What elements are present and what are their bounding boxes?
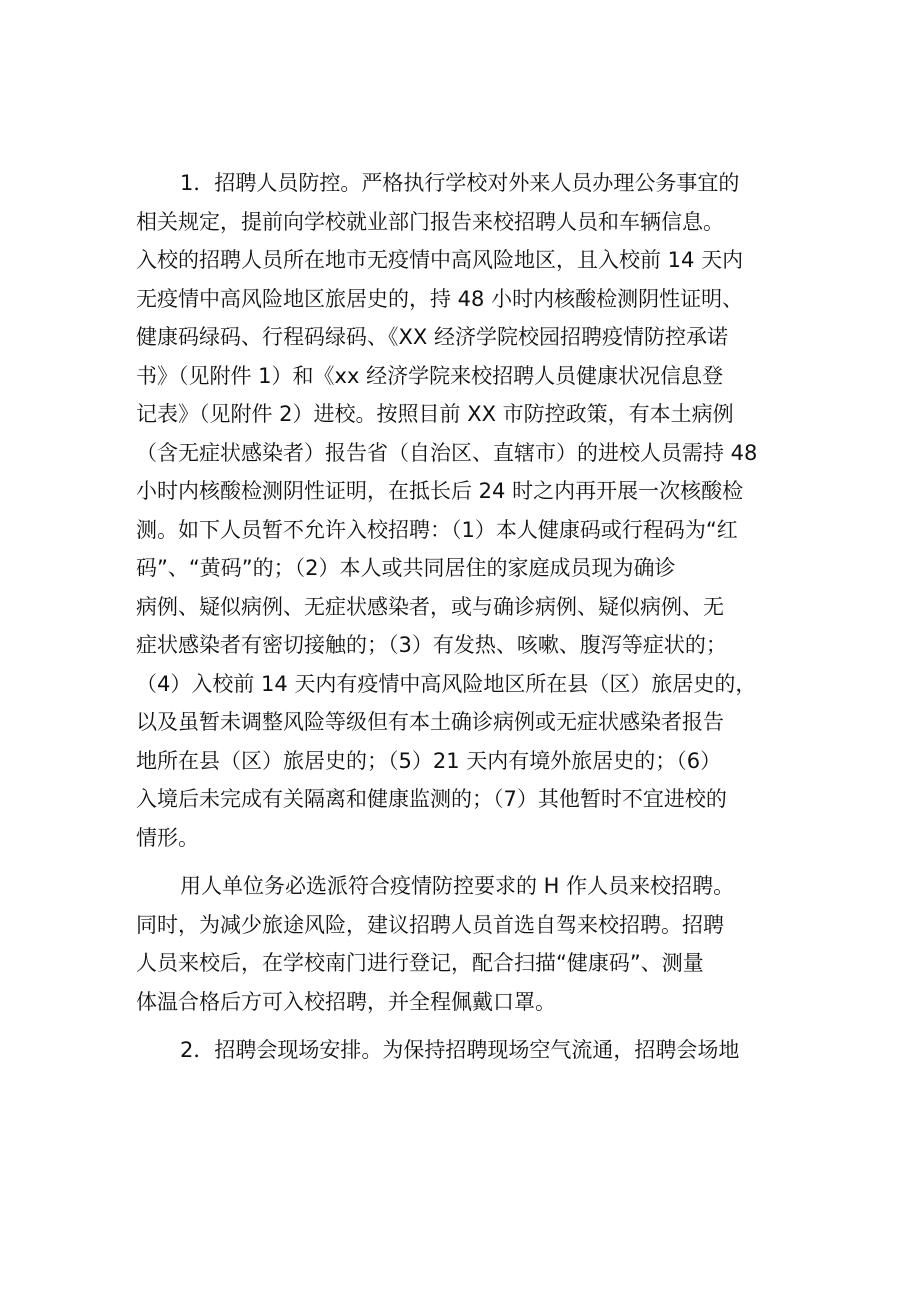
text-line: （含无症状感染者）报告省（自治区、直辖市）的进校人员需持 48: [136, 440, 758, 465]
text-line: 用人单位务必选派符合疫情防控要求的 H 作人员来校招聘。: [180, 874, 735, 898]
document-body: [136, 164, 816, 1070]
paragraph-gap: [136, 1021, 816, 1031]
text-line: 健康码绿码、行程码绿码、《XX 经济学院校园招聘疫情防控承诺: [136, 325, 728, 349]
text-line: 书》（见附件 1）和《xx 经济学院来校招聘人员健康状况信息登: [136, 363, 724, 388]
text-line: 1．招聘人员防控。严格执行学校对外来人员办理公务事宜的: [180, 171, 740, 195]
text-line: 以及虽暂未调整风险等级但有本土确诊病例或无症状感染者报告: [136, 710, 724, 734]
text-line: 记表》（见附件 2）进校。按照目前 XX 市防控政策，有本土病例: [136, 402, 734, 426]
text-line: 同时，为减少旅途风险，建议招聘人员首选自驾来校招聘。招聘: [136, 912, 724, 937]
text-line: 人员来校后，在学校南门进行登记，配合扫描“健康码”、测量: [136, 951, 704, 975]
paragraph-gap: [136, 857, 816, 867]
text-line: （4）入校前 14 天内有疫情中高风险地区所在县（区）旅居史的，: [136, 671, 757, 696]
text-line: 体温合格后方可入校招聘，并全程佩戴口罩。: [136, 989, 556, 1014]
text-line: 入境后未完成有关隔离和健康监测的；（7）其他暂时不宜进校的: [136, 787, 727, 811]
text-line: 测。如下人员暂不允许入校招聘：（1）本人健康码或行程码为“红: [136, 517, 738, 542]
paragraph-employer-requirements: [136, 867, 816, 1021]
text-line: 小时内核酸检测阴性证明，在抵长后 24 时之内再开展一次核酸检: [136, 479, 744, 503]
paragraph-venue-arrangement: [136, 1031, 816, 1070]
text-line: 码”、“黄码”的；（2）本人或共同居住的家庭成员现为确诊: [136, 556, 676, 580]
text-line: 症状感染者有密切接触的；（3）有发热、咳嗽、腹泻等症状的；: [136, 633, 727, 657]
text-line: 相关规定，提前向学校就业部门报告来校招聘人员和车辆信息。: [136, 209, 724, 234]
text-line: 情形。: [136, 825, 199, 850]
text-line: 病例、疑似病例、无症状感染者，或与确诊病例、疑似病例、无: [136, 594, 724, 619]
text-line: 地所在县（区）旅居史的；（5）21 天内有境外旅居史的；（6）: [136, 748, 722, 773]
text-line: 无疫情中高风险地区旅居史的，持 48 小时内核酸检测阴性证明、: [136, 286, 744, 311]
paragraph-recruiter-prevention: [136, 164, 816, 857]
text-line: 入校的招聘人员所在地市无疫情中高风险地区，且入校前 14 天内: [136, 248, 744, 272]
text-line: 2．招聘会现场安排。为保持招聘现场空气流通，招聘会场地: [180, 1038, 740, 1062]
